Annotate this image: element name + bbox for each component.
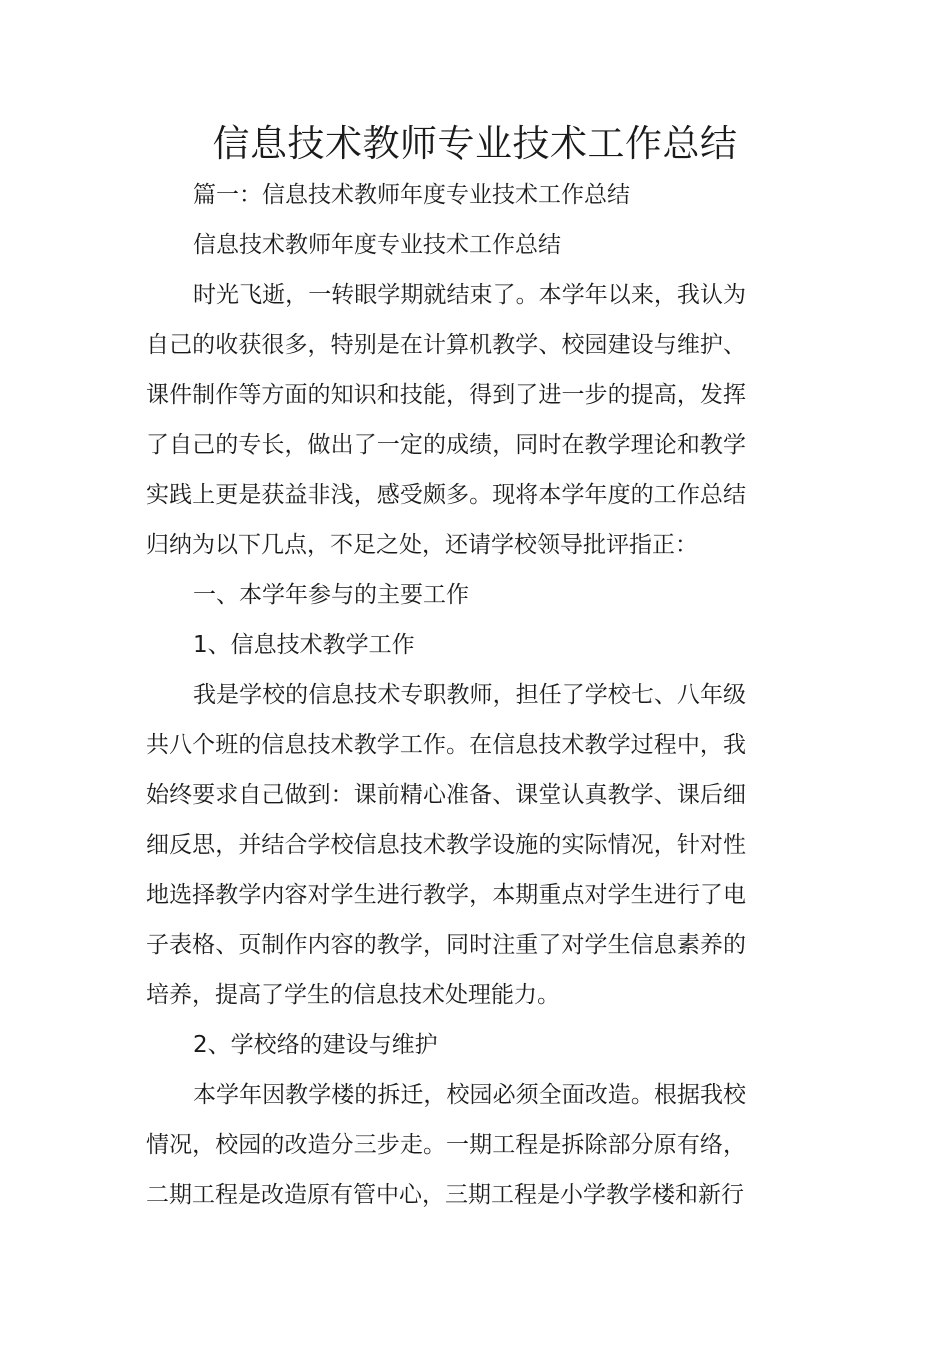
heading-network-maintenance: 2、学校络的建设与维护 xyxy=(193,1032,438,1058)
paragraph-network-maintenance: 本学年因教学楼的拆迁，校园必须全面改造。根据我校情况，校园的改造分三步走。一期工程是拆除部分原有络，二期工程是改造原有管中心，三期工程是小学教学楼和新行 xyxy=(146,1082,746,1208)
document-body xyxy=(146,170,746,1220)
section-heading: 篇一：信息技术教师年度专业技术工作总结 xyxy=(193,182,630,208)
subtitle: 信息技术教师年度专业技术工作总结 xyxy=(193,232,561,258)
document-title: 信息技术教师专业技术工作总结 xyxy=(212,122,738,165)
heading-main-work: 一、本学年参与的主要工作 xyxy=(193,582,469,608)
paragraph-teaching-work: 我是学校的信息技术专职教师，担任了学校七、八年级共八个班的信息技术教学工作。在信息技术教学过程中，我始终要求自己做到：课前精心准备、课堂认真教学、课后细细反思，并结合学校信息技术教学设施的实际情况，针对性地选择教学内容对学生进行教学，本期重点对学生进行了电子表格、页制作内容的教学，同时注重了对学生信息素养的培养，提高了学生的信息技术处理能力。 xyxy=(146,682,746,1008)
paragraph-intro: 时光飞逝，一转眼学期就结束了。本学年以来，我认为自己的收获很多，特别是在计算机教学、校园建设与维护、课件制作等方面的知识和技能，得到了进一步的提高，发挥了自己的专长，做出了一定的成绩，同时在教学理论和教学实践上更是获益非浅，感受颇多。现将本学年度的工作总结归纳为以下几点，不足之处，还请学校领导批评指正： xyxy=(146,282,746,558)
heading-teaching-work: 1、信息技术教学工作 xyxy=(193,632,415,658)
